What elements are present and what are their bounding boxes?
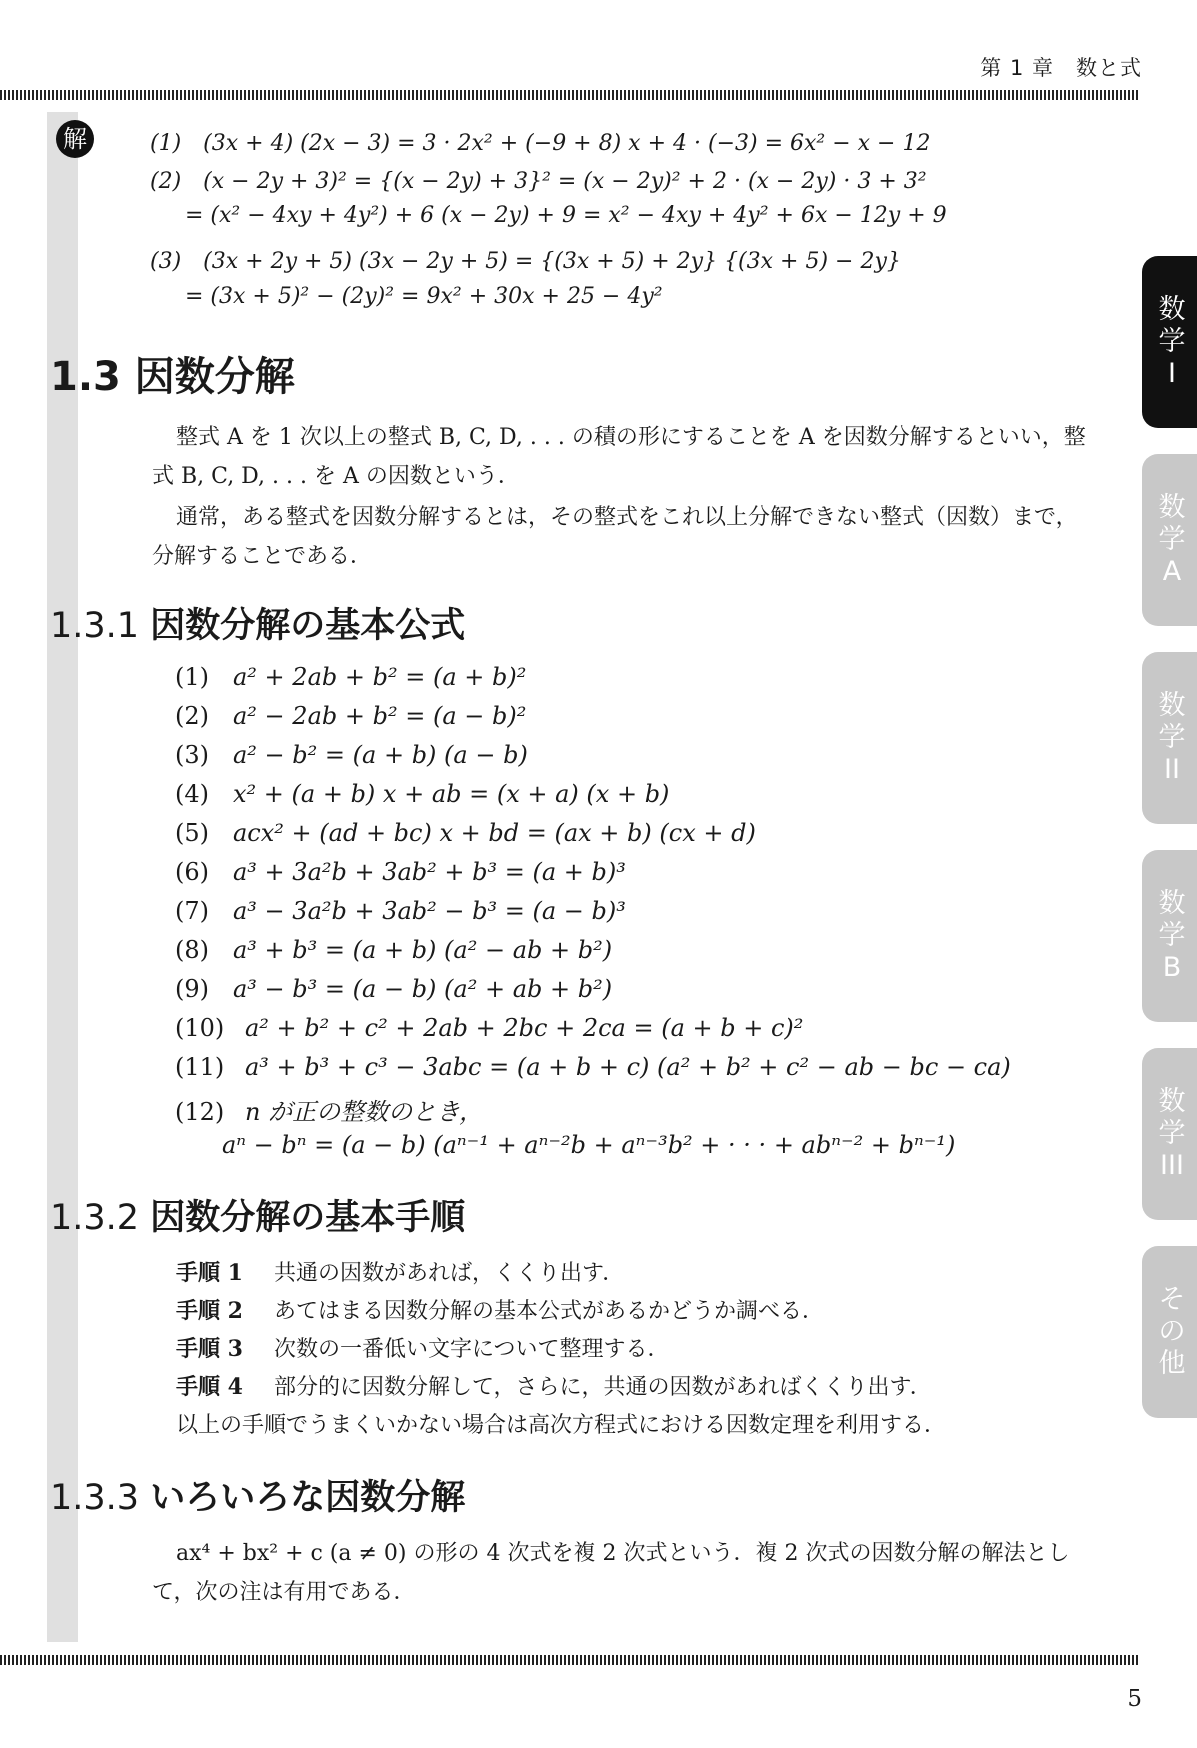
tab-label: 学 [1158, 524, 1186, 555]
formula-row [175, 858, 626, 886]
chapter-header: 第 1 章 数と式 [980, 56, 1142, 80]
formula-row [175, 819, 756, 847]
formula-number: (6) [175, 858, 209, 886]
step-text: 共通の因数があれば，くくり出す． [274, 1261, 625, 1286]
formula-number: (2) [175, 702, 209, 730]
section-number: 1.3 [50, 354, 121, 400]
subsection-title: 因数分解の基本手順 [150, 1198, 466, 1238]
section-title: 因数分解 [134, 354, 295, 400]
subsection-title: 因数分解の基本公式 [150, 606, 466, 646]
tab-label: 学 [1158, 326, 1186, 357]
formula-row [175, 1053, 1011, 1081]
tab-label: 他 [1158, 1348, 1186, 1379]
formula: a³ + b³ = (a + b) (a² − ab + b²) [233, 936, 613, 964]
formula: acx² + (ad + bc) x + bd = (ax + b) (cx + d) [233, 819, 756, 847]
procedure-step [176, 1256, 624, 1287]
tab-label: 数 [1158, 1086, 1186, 1117]
formula: a² + b² + c² + 2ab + 2bc + 2ca = (a + b + c)² [245, 1014, 804, 1042]
step-label: 手順 3 [176, 1336, 243, 1362]
procedure-note: 以上の手順でうまくいかない場合は高次方程式における因数定理を利用する． [176, 1413, 947, 1438]
formula: a² − b² = (a + b) (a − b) [233, 741, 528, 769]
footer-rule [0, 1655, 1140, 1665]
formula-row [175, 702, 526, 730]
formula-number: (4) [175, 780, 209, 808]
subsection-number: 1.3.1 [50, 606, 140, 646]
tab-label: 数 [1158, 690, 1186, 721]
tab-label: の [1158, 1316, 1186, 1347]
tab-label: 数 [1158, 492, 1186, 523]
formula-number: (5) [175, 819, 209, 847]
formula-row [175, 780, 669, 808]
formula: a³ + 3a²b + 3ab² + b³ = (a + b)³ [233, 858, 626, 886]
tab-label: 学 [1158, 1118, 1186, 1149]
procedure-step [176, 1332, 670, 1363]
subsection-heading-3 [50, 1470, 465, 1520]
tab-math-2[interactable] [1142, 652, 1197, 824]
answer-badge: 解 [56, 120, 94, 158]
tab-label: 数 [1158, 888, 1186, 919]
procedure-step [176, 1294, 824, 1325]
section-heading [50, 345, 295, 402]
formula: a² + 2ab + b² = (a + b)² [233, 663, 527, 691]
formula: n が正の整数のとき， [245, 1098, 484, 1126]
formula-number: (1) [175, 663, 209, 691]
formula-number: (9) [175, 975, 209, 1003]
subsection-number: 1.3.2 [50, 1198, 140, 1238]
step-label: 手順 1 [176, 1260, 243, 1286]
tab-label: B [1162, 952, 1182, 983]
formula-number: (10) [175, 1014, 225, 1042]
section-paragraph-1: 整式 A を 1 次以上の整式 B, C, D, . . . の積の形にすることを A を因数分解するといい，整式 B, C, D, . . . を A の因数という． [152, 425, 1086, 489]
tab-label: II [1164, 754, 1180, 785]
formula-row [175, 1092, 483, 1127]
tab-math-3[interactable] [1142, 1048, 1197, 1220]
formula-number: (12) [175, 1098, 225, 1126]
formula-number: (7) [175, 897, 209, 925]
answer-line-1: (1) (3x + 4) (2x − 3) = 3 · 2x² + (−9 + 8) x + 4 · (−3) = 6x² − x − 12 [150, 131, 931, 156]
tab-math-1[interactable] [1142, 256, 1197, 428]
subsection-number: 1.3.3 [50, 1478, 140, 1518]
subsection-heading-1 [50, 598, 465, 648]
answer-line-4: (3) (3x + 2y + 5) (3x − 2y + 5) = {(3x + 5) + 2y} {(3x + 5) − 2y} [150, 249, 901, 274]
answer-line-3: = (x² − 4xy + 4y²) + 6 (x − 2y) + 9 = x² − 4xy + 4y² + 6x − 12y + 9 [185, 203, 947, 228]
step-text: 部分的に因数分解して，さらに，共通の因数があればくくり出す． [274, 1375, 932, 1400]
formula-12-continued [222, 1131, 955, 1159]
tab-math-a[interactable] [1142, 454, 1197, 626]
formula-row [175, 1014, 803, 1042]
formula: x² + (a + b) x + ab = (x + a) (x + b) [233, 780, 670, 808]
answer-line-2: (2) (x − 2y + 3)² = {(x − 2y) + 3}² = (x − 2y)² + 2 · (x − 2y) · 3 + 3² [150, 169, 927, 194]
formula-row [175, 897, 626, 925]
header-rule [0, 90, 1140, 100]
formula: a³ − b³ = (a − b) (a² + ab + b²) [233, 975, 613, 1003]
formula-row [175, 936, 612, 964]
formula-number: (11) [175, 1053, 225, 1081]
tab-math-b[interactable] [1142, 850, 1197, 1022]
section-paragraph-2: 通常，ある整式を因数分解するとは，その整式をこれ以上分解できない整式（因数）まで，分解することである． [152, 505, 1078, 569]
page-number: 5 [1127, 1686, 1142, 1712]
procedure-step [176, 1370, 932, 1401]
formula: aⁿ − bⁿ = (a − b) (aⁿ⁻¹ + aⁿ⁻²b + aⁿ⁻³b² + · · · + abⁿ⁻² + bⁿ⁻¹) [222, 1131, 956, 1159]
tab-label: A [1162, 556, 1182, 587]
formula-row [175, 741, 528, 769]
formula-number: (8) [175, 936, 209, 964]
tab-label: 数 [1158, 294, 1186, 325]
formula-number: (3) [175, 741, 209, 769]
answer-line-5: = (3x + 5)² − (2y)² = 9x² + 30x + 25 − 4y² [185, 284, 663, 309]
step-text: あてはまる因数分解の基本公式があるかどうか調べる． [274, 1299, 825, 1324]
tab-label: そ [1158, 1284, 1186, 1315]
side-margin-bar [47, 112, 78, 1642]
subsection-title: いろいろな因数分解 [150, 1478, 466, 1518]
step-text: 次数の一番低い文字について整理する． [274, 1337, 670, 1362]
tab-label: 学 [1158, 920, 1186, 951]
tab-other[interactable] [1142, 1246, 1197, 1418]
subsection-paragraph: ax⁴ + bx² + c (a ≠ 0) の形の 4 次式を複 2 次式という．複 2 次式の因数分解の解法として，次の注は有用である． [152, 1541, 1070, 1605]
tab-label: I [1168, 358, 1176, 389]
subsection-heading-2 [50, 1190, 465, 1240]
formula: a³ + b³ + c³ − 3abc = (a + b + c) (a² + b² + c² − ab − bc − ca) [245, 1053, 1011, 1081]
tab-label: III [1160, 1150, 1184, 1181]
tab-label: 学 [1158, 722, 1186, 753]
formula: a² − 2ab + b² = (a − b)² [233, 702, 527, 730]
formula: a³ − 3a²b + 3ab² − b³ = (a − b)³ [233, 897, 626, 925]
step-label: 手順 2 [176, 1298, 243, 1324]
formula-row [175, 975, 612, 1003]
formula-row [175, 663, 526, 691]
step-label: 手順 4 [176, 1374, 243, 1400]
